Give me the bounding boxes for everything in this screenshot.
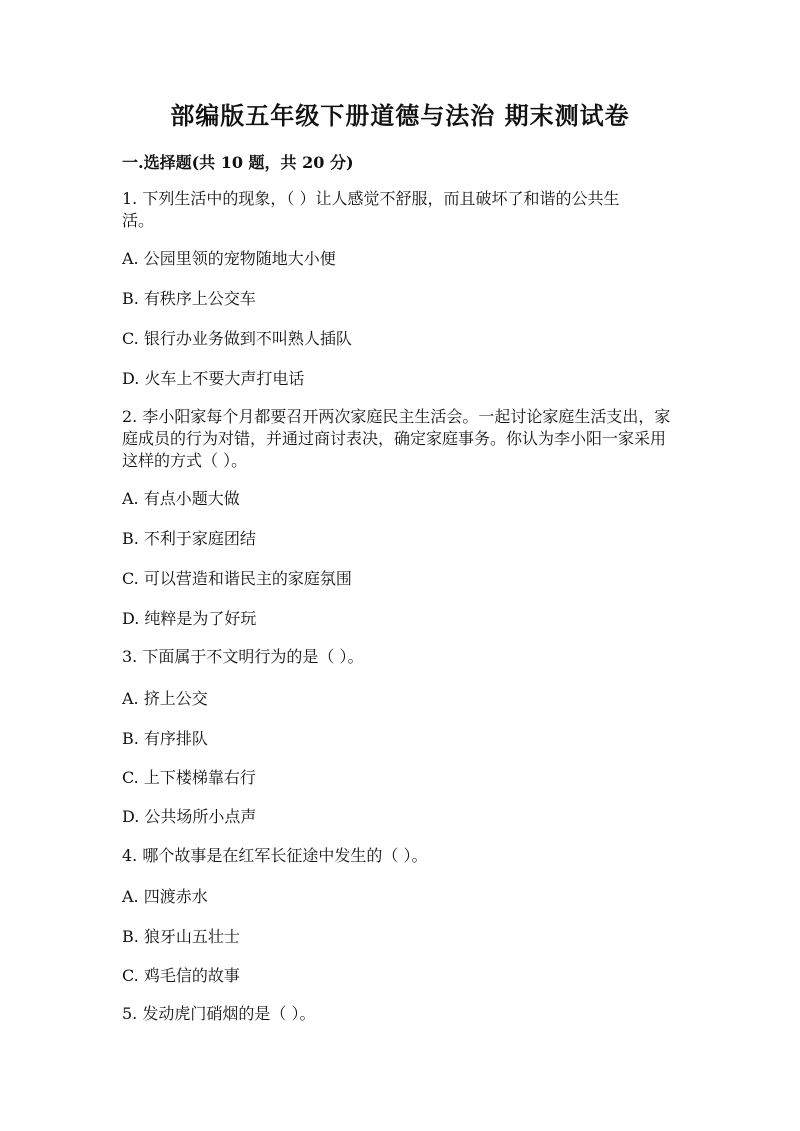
question-3-option-a: A. 挤上公交	[122, 689, 208, 708]
question-2-option-b: B. 不利于家庭团结	[122, 529, 256, 548]
question-stem-line: 这样的方式（ ）。	[122, 451, 248, 470]
question-2-option-c: C. 可以营造和谐民主的家庭氛围	[122, 569, 352, 588]
question-stem-line: 2. 李小阳家每个月都要召开两次家庭民主生活会。一起讨论家庭生活支出，家	[122, 407, 671, 426]
question-1-option-c: C. 银行办业务做到不叫熟人插队	[122, 329, 352, 348]
question-3-option-b: B. 有序排队	[122, 729, 208, 748]
question-stem-line: 活。	[122, 211, 155, 230]
question-1-option-a: A. 公园里领的宠物随地大小便	[122, 249, 336, 268]
question-4-option-b: B. 狼牙山五壮士	[122, 927, 240, 946]
question-stem-line: 庭成员的行为对错，并通过商讨表决，确定家庭事务。你认为李小阳一家采用	[122, 429, 667, 448]
question-2-option-a: A. 有点小题大做	[122, 489, 240, 508]
question-3-option-c: C. 上下楼梯靠右行	[122, 768, 256, 787]
question-1-option-d: D. 火车上不要大声打电话	[122, 369, 305, 388]
question-3-stem: 3. 下面属于不文明行为的是（ ）。	[122, 647, 364, 666]
question-4-option-c: C. 鸡毛信的故事	[122, 966, 240, 985]
question-1-stem	[122, 188, 682, 232]
question-stem-line: 1. 下列生活中的现象，（ ）让人感觉不舒服，而且破坏了和谐的公共生	[122, 189, 620, 208]
question-4-stem: 4. 哪个故事是在红军长征途中发生的（ ）。	[122, 846, 428, 865]
question-4-option-a: A. 四渡赤水	[122, 887, 208, 906]
section-heading: 一.选择题(共 10 题，共 20 分)	[122, 153, 354, 172]
question-2-stem	[122, 406, 682, 472]
page-title: 部编版五年级下册道德与法治 期末测试卷	[170, 101, 630, 130]
question-1-option-b: B. 有秩序上公交车	[122, 289, 256, 308]
question-2-option-d: D. 纯粹是为了好玩	[122, 609, 257, 628]
question-3-option-d: D. 公共场所小点声	[122, 807, 257, 826]
question-5-stem: 5. 发动虎门硝烟的是（ ）。	[122, 1004, 316, 1023]
